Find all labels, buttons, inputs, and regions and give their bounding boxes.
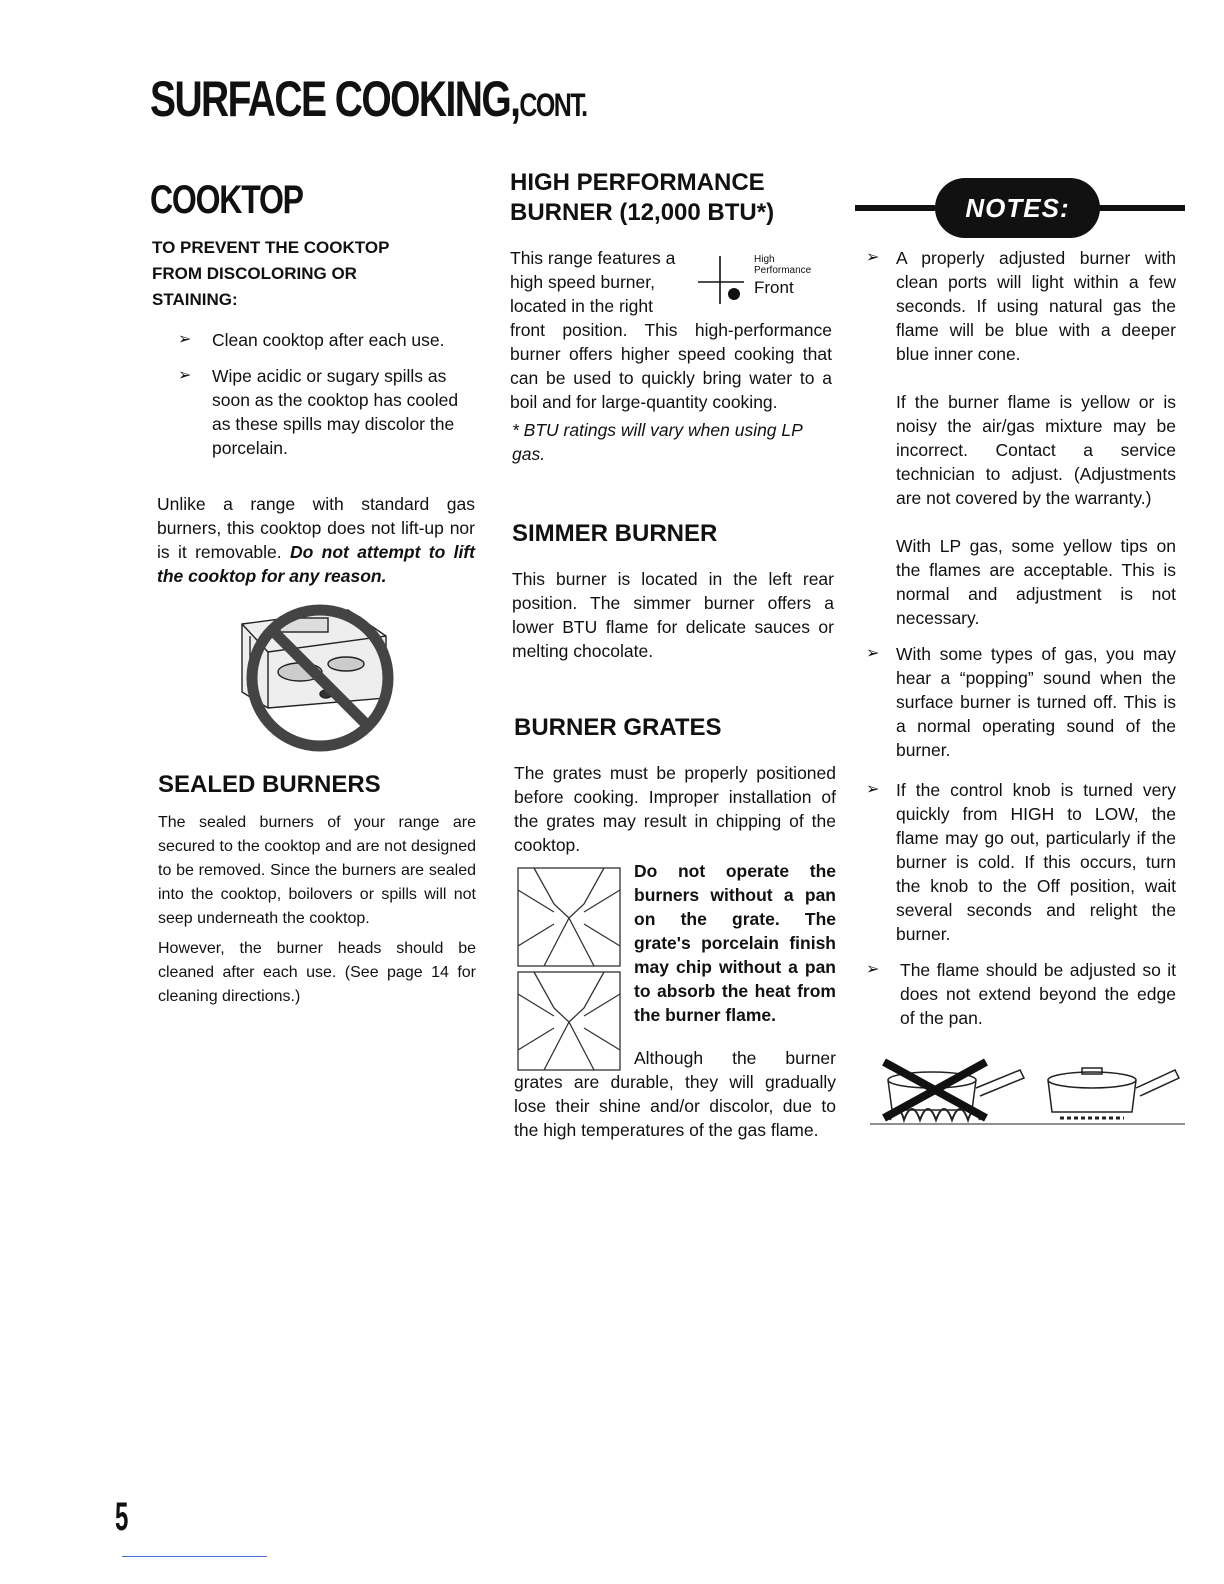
list-item: ➢ Clean cooktop after each use. <box>178 330 445 350</box>
sealed-burners-p2: However, the burner heads should be cleaned after each use. (See page 14 for cleaning directions.) <box>158 940 476 1005</box>
list-item: ➢ A properly adjusted burner with clean ports will light within a few seconds. If using natural gas the flame will be blue with a deeper blue inner cone. <box>866 248 1176 364</box>
arrow-bullet-icon: ➢ <box>178 331 192 348</box>
page-title-main: SURFACE COOKING, <box>150 71 520 127</box>
no-lift-cooktop-illustration <box>228 596 408 756</box>
high-performance-heading: HIGH PERFORMANCE BURNER (12,000 BTU*) <box>510 169 775 226</box>
page-number: 5 <box>115 1495 129 1539</box>
burner-position-diagram <box>698 250 828 314</box>
notes-paragraph: If the burner flame is yellow or is noisy the air/gas mixture may be incorrect. Contact a service technician to adjust. (Adjustments are not covered by the warranty.) <box>896 392 1176 508</box>
hp-btu-note: * BTU ratings will vary when using LP gas. <box>512 420 803 464</box>
cooktop-heading: COOKTOP <box>150 178 303 222</box>
sealed-burners-heading: SEALED BURNERS <box>158 771 381 798</box>
bottom-rule <box>122 1556 267 1557</box>
burner-grates-warning: Do not operate the burners without a pan on the grate. The grate's porcelain finish may chip without a pan to absorb the heat from the burner flame. <box>634 861 836 1025</box>
cooktop-warning: Do not attempt to lift the cooktop for any reason. <box>157 542 475 586</box>
sealed-burners-p1: The sealed burners of your range are secured to the cooktop and are not designed to be removed. Since the burners are sealed into the cooktop, boilovers or spills will not seep underneath the cooktop. <box>158 814 476 927</box>
page-title <box>150 70 586 128</box>
arrow-bullet-icon: ➢ <box>866 781 880 798</box>
simmer-burner-heading: SIMMER BURNER <box>512 520 718 547</box>
page-title-suffix: CONT. <box>519 87 587 123</box>
list-item: ➢ Wipe acidic or sugary spills as soon as the cooktop has cooled as these spills may discolor the porcelain. <box>178 366 459 458</box>
notes-paragraph: With LP gas, some yellow tips on the flames are acceptable. This is normal and adjustment is not necessary. <box>896 536 1176 628</box>
burner-grates-text: The grates must be properly positioned before cooking. Improper installation of the grates may result in chipping of the cooktop. <box>514 763 836 855</box>
notes-list <box>866 246 1176 1030</box>
arrow-bullet-icon: ➢ <box>178 367 192 384</box>
diagram-high-label: High <box>754 254 775 265</box>
list-item: ➢ If the control knob is turned very quickly from HIGH to LOW, the flame may go out, particularly if the burner is cold. If this occurs, turn the knob to the Off position, wait several seconds and relight the burner. <box>866 780 1176 944</box>
simmer-burner-text: This burner is located in the left rear position. The simmer burner offers a lower BTU flame for delicate sauces or melting chocolate. <box>512 569 834 661</box>
burner-grates-heading: BURNER GRATES <box>514 714 722 741</box>
hp-text-b: front position. This high-performance burner offers higher speed cooking that can be used to quickly bring water to a boil and for large-quantity cooking. <box>510 320 832 412</box>
diagram-front-label: Front <box>754 278 794 297</box>
list-item: ➢ The flame should be adjusted so it does not extend beyond the edge of the pan. <box>866 960 1176 1028</box>
arrow-bullet-icon: ➢ <box>866 249 880 266</box>
burner-grates-illustration <box>514 864 626 1074</box>
list-item: ➢ With some types of gas, you may hear a “popping” sound when the surface burner is turned off. This is a normal operating sound of the burner. <box>866 644 1176 760</box>
pan-flame-illustration <box>870 1058 1185 1138</box>
hp-text-a: This range features a high speed burner, located in the right <box>510 248 676 316</box>
arrow-bullet-icon: ➢ <box>866 645 880 662</box>
cooktop-paragraph: Unlike a range with standard gas burners, this cooktop does not lift-up nor is it removable. Do not attempt to lift the cooktop for any reason. <box>157 494 475 586</box>
burner-position-cross-icon <box>698 250 758 310</box>
cooktop-bullet-list <box>178 328 478 460</box>
notes-badge: NOTES: <box>935 178 1100 238</box>
arrow-bullet-icon: ➢ <box>866 961 880 978</box>
diagram-performance-label: Performance <box>754 265 812 276</box>
burner-grates-tail-a: Although the burner grates are durable, they will gradually lose their shine and/or discolor, due to the high temperatures of the gas flame. <box>514 1048 836 1140</box>
cooktop-subhead: TO PREVENT THE COOKTOP FROM DISCOLORING OR STAINING: <box>152 238 390 309</box>
